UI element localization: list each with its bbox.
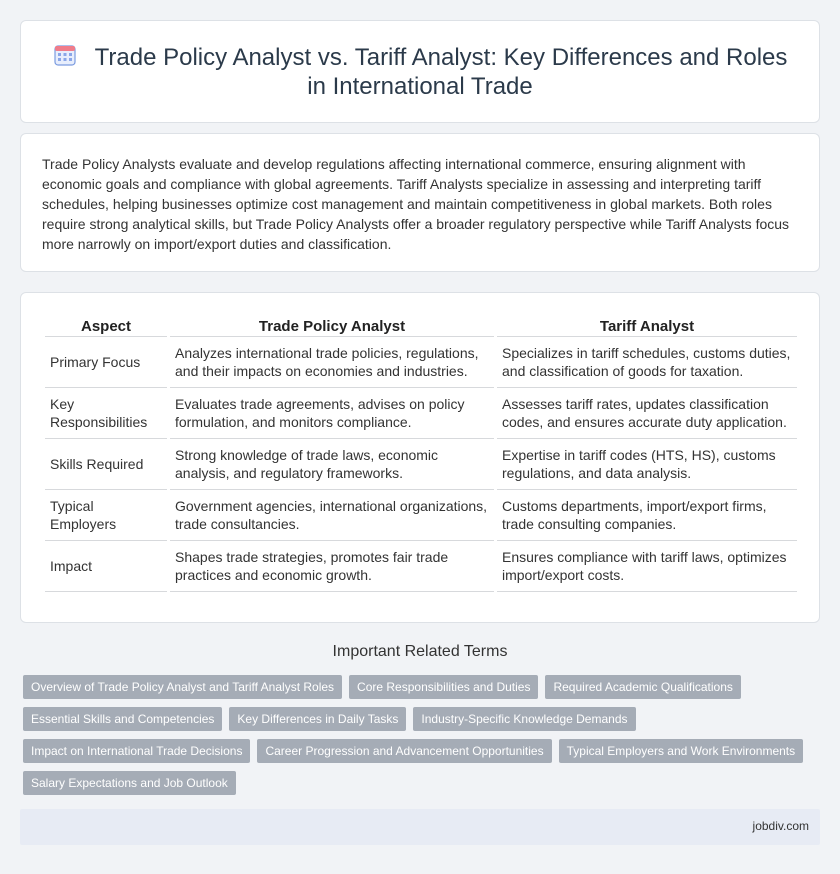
related-terms-title: Important Related Terms [332,643,508,660]
intro-text: Trade Policy Analysts evaluate and develop regulations affecting international commerce, ensuring alignment with economic goals and compliance with global agreements. Tariff Analysts specialize in assessing and interpreting tariff schedules, helping businesses optimize cost management and maintain competitiveness in global markets. Both roles require strong analytical skills, but Trade Policy Analysts offer a broader regulatory perspective while Tariff Analysts focus more narrowly on import/export duties and classification. [42,156,790,252]
related-term-tag[interactable]: Career Progression and Advancement Opportunities [257,739,551,763]
table-row [45,439,797,490]
header-aspect: Aspect [45,315,167,337]
table-header-row [45,315,797,337]
table-row [45,388,797,439]
page-title-wrap [51,43,789,101]
row-aspect: Key Responsibilities [45,388,167,439]
row-tariff-cell: Expertise in tariff codes (HTS, HS), customs regulations, and data analysis. [497,439,797,490]
footer-site-link[interactable]: jobdiv.com [752,819,809,833]
related-term-tag[interactable]: Salary Expectations and Job Outlook [23,771,236,795]
related-term-tag[interactable]: Core Responsibilities and Duties [349,675,538,699]
related-term-tag[interactable]: Impact on International Trade Decisions [23,739,250,763]
related-term-tag[interactable]: Essential Skills and Competencies [23,707,222,731]
comparison-card [20,292,820,623]
header-card [20,20,820,123]
row-aspect: Impact [45,541,167,592]
related-term-tag[interactable]: Industry-Specific Knowledge Demands [413,707,635,731]
row-trade-policy-cell: Government agencies, international organizations, trade consultancies. [170,490,494,541]
row-tariff-cell: Customs departments, import/export firms, trade consulting companies. [497,490,797,541]
related-term-tag[interactable]: Required Academic Qualifications [545,675,740,699]
table-row [45,490,797,541]
row-trade-policy-cell: Analyzes international trade policies, regulations, and their impacts on economies and industries. [170,337,494,388]
row-tariff-cell: Ensures compliance with tariff laws, optimizes import/export costs. [497,541,797,592]
intro-card [20,133,820,272]
row-aspect: Primary Focus [45,337,167,388]
calendar-grid-icon [53,43,77,67]
comparison-table [42,315,800,592]
row-tariff-cell: Assesses tariff rates, updates classification codes, and ensures accurate duty application. [497,388,797,439]
row-trade-policy-cell: Evaluates trade agreements, advises on policy formulation, and monitors compliance. [170,388,494,439]
row-trade-policy-cell: Strong knowledge of trade laws, economic analysis, and regulatory frameworks. [170,439,494,490]
page-title: Trade Policy Analyst vs. Tariff Analyst: Key Differences and Roles in International Trade [94,44,788,100]
header-trade-policy-analyst: Trade Policy Analyst [170,315,494,337]
table-row [45,541,797,592]
related-term-tag[interactable]: Overview of Trade Policy Analyst and Tariff Analyst Roles [23,675,342,699]
row-tariff-cell: Specializes in tariff schedules, customs duties, and classification of goods for taxation. [497,337,797,388]
row-aspect: Skills Required [45,439,167,490]
row-aspect: Typical Employers [45,490,167,541]
footer [20,809,820,845]
header-tariff-analyst: Tariff Analyst [497,315,797,337]
related-term-tag[interactable]: Key Differences in Daily Tasks [229,707,406,731]
related-term-tag[interactable]: Typical Employers and Work Environments [559,739,804,763]
row-trade-policy-cell: Shapes trade strategies, promotes fair trade practices and economic growth. [170,541,494,592]
related-terms-list [23,675,823,795]
table-row [45,337,797,388]
